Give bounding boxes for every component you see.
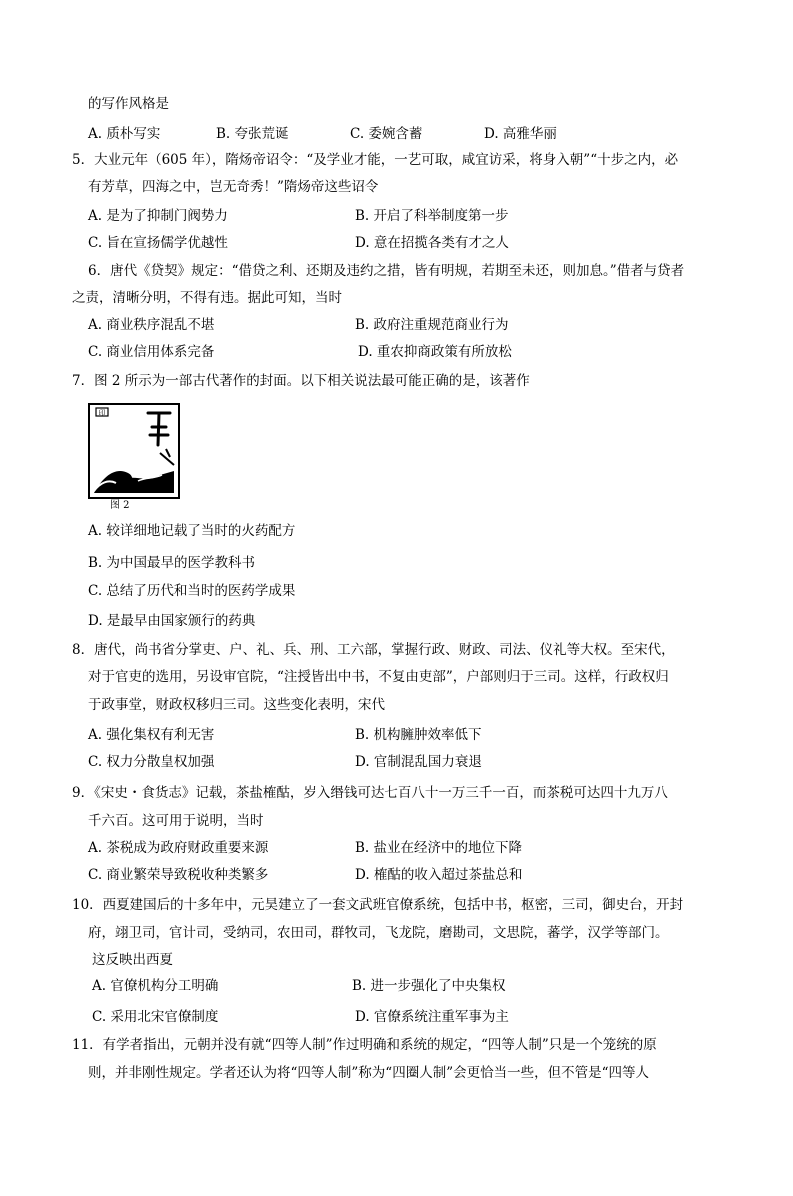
q6-option-d: D. 重农抑商政策有所放松 [358,344,512,360]
q9-stem-line2: 千六百。这可用于说明，当时 [88,813,264,829]
q7-option-a: A. 较详细地记载了当时的火药配方 [88,523,296,539]
q4-option-d: D. 高雅华丽 [484,126,557,142]
q11-stem-line2: 则，并非刚性规定。学者还认为将“四等人制”称为“四圈人制”会更恰当一些，但不管是“四等人 [88,1065,650,1081]
q5-option-b: B. 开启了科举制度第一步 [355,208,509,224]
cover-seal: 印 [98,409,106,417]
q5-stem-line1: 5．大业元年（605 年），隋炀帝诏令：“及学业才能，一艺可取，咸宜访采，将身入朝”“十步之内，必 [72,152,679,168]
q5-option-a: A. 是为了抑制门阀势力 [88,208,228,224]
q5-option-d: D. 意在招揽各类有才之人 [355,235,509,251]
q8-stem-line2: 对于官吏的选用，另设审官院，“注授皆出中书，不复由吏部”，户部则归于三司。这样，行政权归 [88,669,669,685]
q6-stem-line2: 之责，清晰分明，不得有违。据此可知，当时 [72,290,342,306]
q8-stem-line1: 8．唐代，尚书省分掌吏、户、礼、兵、刑、工六部，掌握行政、财政、司法、仪礼等大权。至宋代， [72,642,675,658]
q7-stem-line1: 7．图 2 所示为一部古代著作的封面。以下相关说法最可能正确的是，该著作 [72,373,530,389]
q9-option-d: D. 榷酤的收入超过茶盐总和 [355,867,523,883]
q6-option-a: A. 商业秩序混乱不堪 [88,317,215,333]
q6-option-b: B. 政府注重规范商业行为 [355,317,509,333]
q5-option-c: C. 旨在宣扬儒学优越性 [88,235,228,251]
q10-stem-line3: 这反映出西夏 [92,952,173,968]
figure-caption: 图 2 [110,500,130,511]
q7-option-d: D. 是最早由国家颁行的药典 [88,613,256,629]
book-cover-figure [88,403,180,499]
q9-option-a: A. 茶税成为政府财政重要来源 [88,840,269,856]
q8-option-b: B. 机构臃肿效率低下 [355,727,482,743]
q4-option-a: A. 质朴写实 [88,126,161,142]
book-cover-illustration [90,405,178,497]
q8-option-a: A. 强化集权有利无害 [88,727,215,743]
q11-stem-line1: 11．有学者指出，元朝并没有就“四等人制”作过明确和系统的规定，“四等人制”只是一个笼统的原 [72,1037,657,1053]
q8-option-c: C. 权力分散皇权加强 [88,754,215,770]
q6-stem-line1: 6．唐代《贷契》规定：“借贷之利、还期及违约之措，皆有明规，若期至未还，则加息。”借者与贷者 [88,263,685,279]
q9-option-c: C. 商业繁荣导致税收种类繁多 [88,867,269,883]
q10-stem-line1: 10．西夏建国后的十多年中，元昊建立了一套文武班官僚系统，包括中书，枢密，三司，御史台，开封 [72,897,684,913]
q4-option-c: C. 委婉含蓄 [350,126,423,142]
q4-option-b: B. 夸张荒诞 [216,126,289,142]
q8-option-d: D. 官制混乱国力衰退 [355,754,482,770]
q7-option-c: C. 总结了历代和当时的医药学成果 [88,583,296,599]
q8-stem-line3: 于政事堂，财政权移归三司。这些变化表明，宋代 [88,697,385,713]
q6-option-c: C. 商业信用体系完备 [88,344,215,360]
q9-stem-line1: 9．《宋史・食货志》记载，茶盐榷酤，岁入缗钱可达七百八十一万三千一百，而茶税可达四十九万八 [72,785,668,801]
q10-option-c: C. 采用北宋官僚制度 [92,1009,219,1025]
q9-option-b: B. 盐业在经济中的地位下降 [355,840,523,856]
q10-stem-line2: 府，翊卫司，官计司，受纳司，农田司，群牧司，飞龙院，磨勘司，文思院，蕃学，汉学等部门。 [88,925,669,941]
q7-option-b: B. 为中国最早的医学教科书 [88,555,256,571]
q10-option-d: D. 官僚系统注重军事为主 [355,1009,509,1025]
q10-option-a: A. 官僚机构分工明确 [92,978,219,994]
q5-stem-line2: 有芳草，四海之中，岂无奇秀！”隋炀帝这些诏令 [88,179,379,195]
q4-stem-continued: 的写作风格是 [88,96,169,112]
q10-option-b: B. 进一步强化了中央集权 [352,978,506,994]
